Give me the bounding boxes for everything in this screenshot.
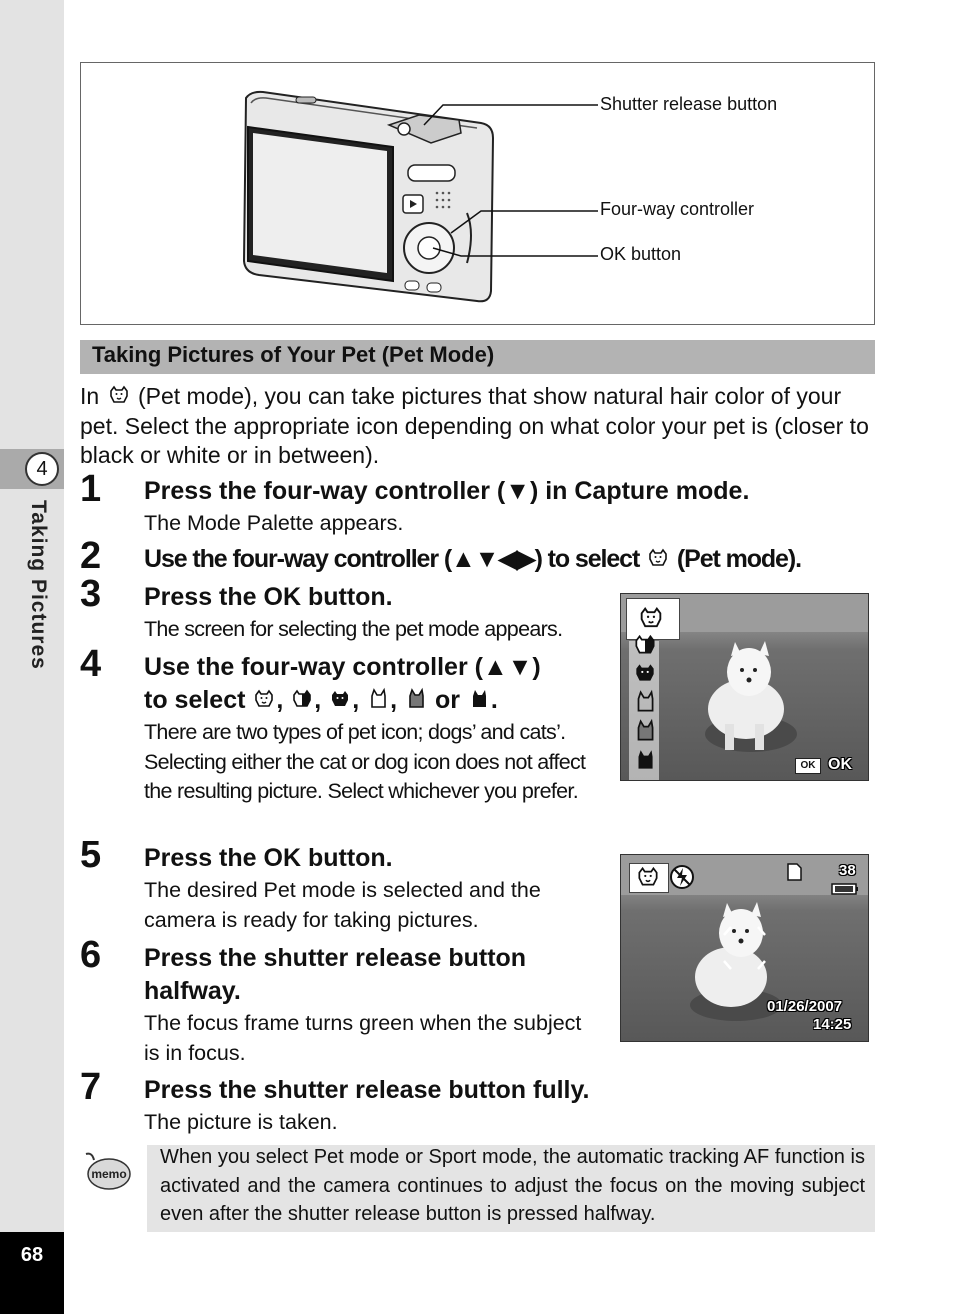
pet-mode-icon — [106, 383, 132, 407]
page-number: 68 — [20, 1244, 44, 1266]
step-2-number: 2 — [80, 535, 102, 577]
step-5-body: The desired Pet mode is selected and the camera is ready for taking pictures. — [144, 878, 541, 932]
step-7-heading: Press the shutter release button fully. — [144, 1076, 590, 1104]
step-4-number: 4 — [80, 643, 102, 685]
dog-icon-gray — [632, 632, 658, 658]
intro-paragraph — [80, 382, 875, 471]
dog-icon-white — [635, 864, 661, 890]
step-6-number: 6 — [80, 934, 102, 976]
step-3-heading: Press the OK button. — [144, 583, 393, 611]
dog-icon-black — [328, 687, 352, 711]
step-4-heading-line1: Use the four-way controller (▲▼) — [144, 653, 541, 681]
cat-icon-gray — [632, 718, 658, 744]
battery-icon — [831, 882, 859, 896]
dog-icon-gray — [290, 687, 314, 711]
chapter-name: Taking Pictures — [27, 500, 50, 670]
flash-off-icon — [669, 864, 695, 890]
dog-icon-white — [252, 687, 276, 711]
label-shutter-release: Shutter release button — [600, 94, 778, 114]
cat-icon-gray — [404, 687, 428, 711]
intro-after: (Pet mode), you can take pictures that show natural hair color of your pet. Select the appropriate icon depending on what color your pet is (closer to black or white or in between). — [80, 383, 869, 468]
dog-icon-black — [632, 660, 658, 686]
step-1-body: The Mode Palette appears. — [144, 511, 404, 535]
label-ok-button: OK button — [600, 244, 682, 264]
ok-label: OK — [828, 756, 852, 773]
step-6-body: The focus frame turns green when the subject is in focus. — [144, 1011, 582, 1065]
cat-icon-white — [632, 689, 658, 715]
step-2-heading-before: Use the four-way controller (▲▼◀▶) to select — [144, 545, 640, 573]
step-2-heading-after: (Pet mode). — [676, 545, 801, 573]
step-3-number: 3 — [80, 573, 102, 615]
step-1-heading: Press the four-way controller (▼) in Capture mode. — [144, 477, 750, 505]
chapter-number: 4 — [25, 452, 59, 486]
camera-figure — [80, 62, 875, 325]
cat-icon-black — [467, 687, 491, 711]
memo-icon-label: memo — [91, 1167, 127, 1181]
date-display: 01/26/2007 — [767, 998, 843, 1015]
memory-card-icon — [786, 863, 802, 881]
cat-icon-black — [632, 747, 658, 773]
pet-mode-selection-screen — [620, 593, 869, 781]
step-5-number: 5 — [80, 834, 102, 876]
step-1-number: 1 — [80, 468, 102, 510]
step-4-select-text: to select — [144, 686, 246, 714]
shots-remaining: 38 — [839, 862, 856, 879]
cat-icon-white — [366, 687, 390, 711]
step-7-number: 7 — [80, 1066, 102, 1108]
ok-key-icon: OK — [795, 758, 821, 774]
time-display: 14:25 — [813, 1016, 852, 1033]
capture-screen — [620, 854, 869, 1042]
memo-text: When you select Pet mode or Sport mode, the automatic tracking AF function is activated and the camera continues to adjust the focus on the moving subject even after the shutter release button is pressed halfway. — [160, 1146, 865, 1225]
section-title: Taking Pictures of Your Pet (Pet Mode) — [92, 342, 495, 367]
step-4-body: There are two types of pet icon; dogs’ and cats’. Selecting either the cat or dog icon does not affect the resulting picture. Select whichever you prefer. — [144, 720, 586, 803]
step-5-heading: Press the OK button. — [144, 844, 393, 872]
intro-before: In — [80, 383, 100, 409]
step-6-heading: Press the shutter release button halfway. — [144, 944, 527, 1005]
step-4-or: or — [434, 686, 460, 714]
label-four-way-controller: Four-way controller — [600, 199, 755, 219]
pet-mode-icon — [645, 546, 671, 570]
step-7-body: The picture is taken. — [144, 1110, 338, 1134]
step-4-heading-line2: to select , , , , or . — [144, 686, 498, 714]
step-3-body: The screen for selecting the pet mode appears. — [144, 617, 563, 641]
memo-icon — [82, 1150, 132, 1192]
dog-icon-white — [637, 604, 665, 632]
step-2-heading — [144, 543, 879, 576]
